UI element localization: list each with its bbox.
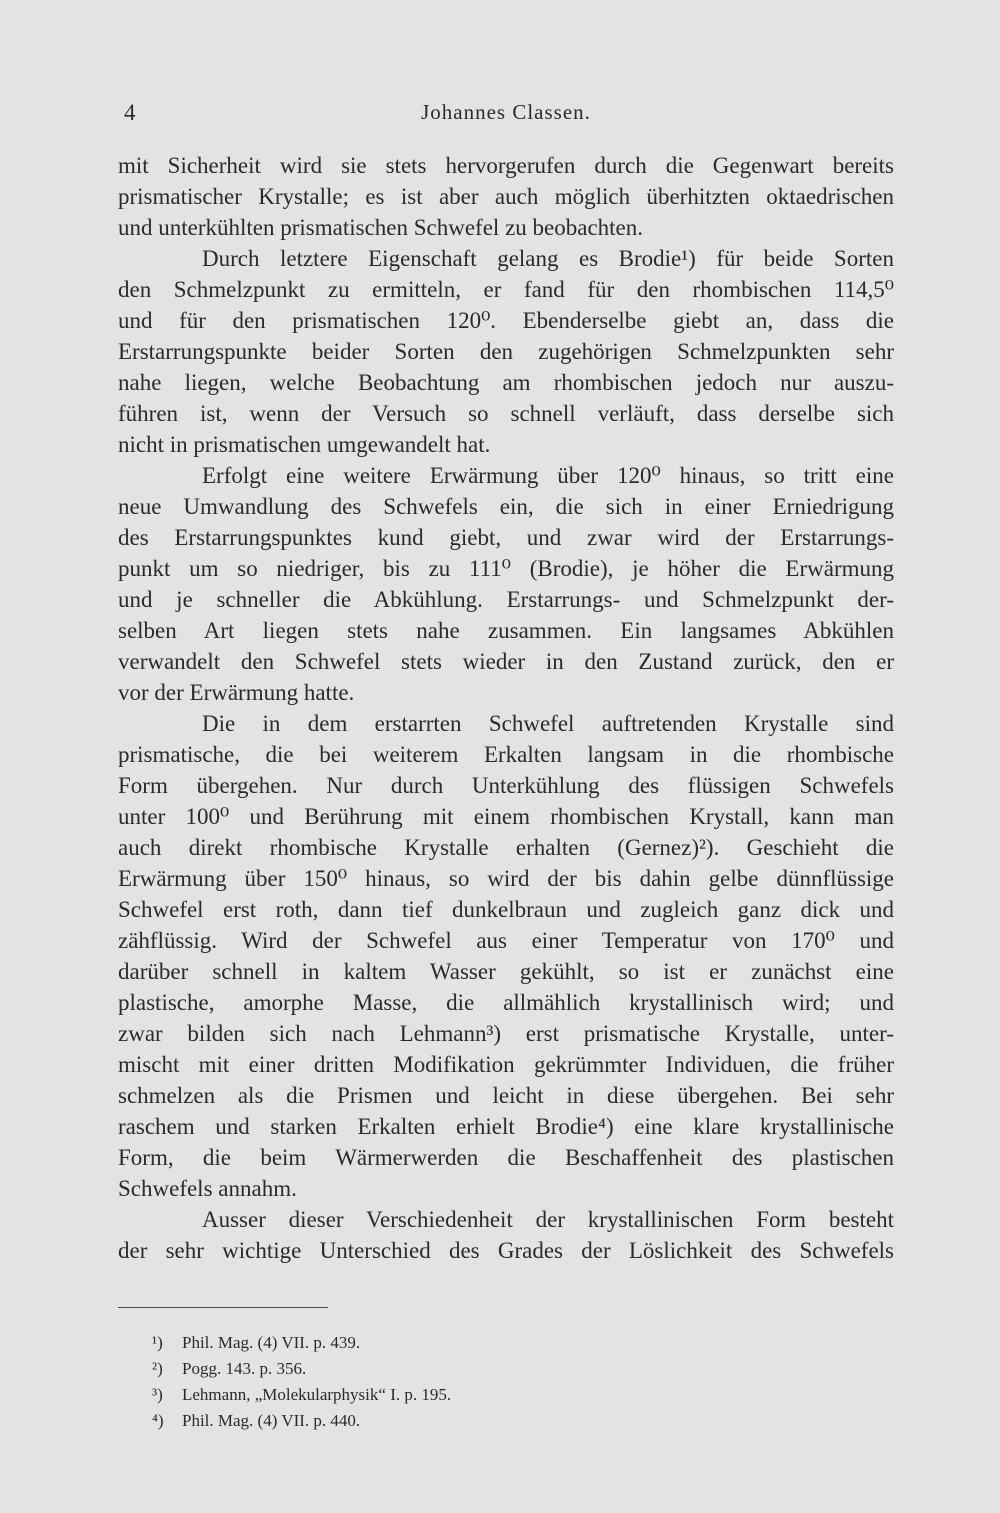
text-line: neue Umwandlung des Schwefels ein, die sich in einer Erniedrigung: [118, 494, 894, 519]
text-line: punkt um so niedriger, bis zu 111⁰ (Brodie), je höher die Erwärmung: [118, 556, 894, 581]
text-line: Schwefels annahm.: [118, 1176, 297, 1201]
text-line: Schwefel erst roth, dann tief dunkelbraun und zugleich ganz dick und: [118, 897, 894, 922]
text-line: Erstarrungspunkte beider Sorten den zugehörigen Schmelzpunkten sehr: [118, 339, 894, 364]
text-line: Ausser dieser Verschiedenheit der krystallinischen Form besteht: [202, 1207, 894, 1232]
footnote-text: Lehmann, „Molekularphysik“ I. p. 195.: [182, 1385, 452, 1404]
text-line: nahe liegen, welche Beobachtung am rhombischen jedoch nur auszu-: [118, 370, 894, 395]
text-line: der sehr wichtige Unterschied des Grades der Löslichkeit des Schwefels: [118, 1238, 894, 1263]
text-line: vor der Erwärmung hatte.: [118, 680, 355, 705]
text-line: und je schneller die Abkühlung. Erstarrungs- und Schmelzpunkt der-: [118, 587, 894, 612]
text-line: führen ist, wenn der Versuch so schnell verläuft, dass derselbe sich: [118, 401, 894, 426]
text-line: und für den prismatischen 120⁰. Ebenderselbe giebt an, dass die: [118, 308, 894, 333]
text-line: Die in dem erstarrten Schwefel auftretenden Krystalle sind: [202, 711, 894, 736]
footnote-text: Phil. Mag. (4) VII. p. 439.: [182, 1333, 361, 1352]
text-line: prismatische, die bei weiterem Erkalten langsam in die rhombische: [118, 742, 894, 767]
text-line: zwar bilden sich nach Lehmann³) erst prismatische Krystalle, unter-: [118, 1021, 894, 1046]
page-header: [118, 100, 894, 132]
text-line: darüber schnell in kaltem Wasser gekühlt, so ist er zunächst eine: [118, 959, 894, 984]
footnote: [152, 1330, 752, 1356]
text-line: mischt mit einer dritten Modifikation gekrümmter Individuen, die früher: [118, 1052, 894, 1077]
page-number: 4: [124, 100, 136, 125]
text-line: raschem und starken Erkalten erhielt Brodie⁴) eine klare krystallinische: [118, 1114, 894, 1139]
footnote-text: Pogg. 143. p. 356.: [182, 1359, 307, 1378]
footnote-mark: ⁴): [152, 1411, 164, 1430]
text-line: unter 100⁰ und Berührung mit einem rhombischen Krystall, kann man: [118, 804, 894, 829]
text-line: nicht in prismatischen umgewandelt hat.: [118, 432, 491, 457]
footnote: [152, 1382, 752, 1408]
footnote-mark: ³): [152, 1385, 163, 1404]
text-line: Erwärmung über 150⁰ hinaus, so wird der bis dahin gelbe dünnflüssige: [118, 866, 894, 891]
footnotes: [152, 1330, 752, 1434]
footnote-mark: ²): [152, 1359, 163, 1378]
text-line: des Erstarrungspunktes kund giebt, und zwar wird der Erstarrungs-: [118, 525, 894, 550]
text-line: Erfolgt eine weitere Erwärmung über 120⁰ hinaus, so tritt eine: [202, 463, 894, 488]
text-line: verwandelt den Schwefel stets wieder in den Zustand zurück, den er: [118, 649, 894, 674]
text-line: plastische, amorphe Masse, die allmählich krystallinisch wird; und: [118, 990, 894, 1015]
footnote-text: Phil. Mag. (4) VII. p. 440.: [182, 1411, 361, 1430]
text-line: selben Art liegen stets nahe zusammen. Ein langsames Abkühlen: [118, 618, 894, 643]
text-line: Form, die beim Wärmerwerden die Beschaffenheit des plastischen: [118, 1145, 894, 1170]
text-line: den Schmelzpunkt zu ermitteln, er fand für den rhombischen 114,5⁰: [118, 277, 894, 302]
text-line: mit Sicherheit wird sie stets hervorgerufen durch die Gegenwart bereits: [118, 153, 894, 178]
text-line: schmelzen als die Prismen und leicht in diese übergehen. Bei sehr: [118, 1083, 894, 1108]
footnote-rule: [118, 1307, 328, 1308]
text-line: Form übergehen. Nur durch Unterkühlung des flüssigen Schwefels: [118, 773, 894, 798]
footnote: [152, 1356, 752, 1382]
footnote-mark: ¹): [152, 1333, 163, 1352]
text-line: zähflüssig. Wird der Schwefel aus einer Temperatur von 170⁰ und: [118, 928, 894, 953]
running-head: Johannes Classen.: [421, 100, 591, 124]
text-line: und unterkühlten prismatischen Schwefel zu beobachten.: [118, 215, 644, 240]
body-text: [118, 150, 894, 1266]
text-line: auch direkt rhombische Krystalle erhalten (Gernez)²). Geschieht die: [118, 835, 894, 860]
footnote: [152, 1408, 752, 1434]
text-line: Durch letztere Eigenschaft gelang es Brodie¹) für beide Sorten: [202, 246, 894, 271]
text-line: prismatischer Krystalle; es ist aber auch möglich überhitzten oktaedrischen: [118, 184, 894, 209]
